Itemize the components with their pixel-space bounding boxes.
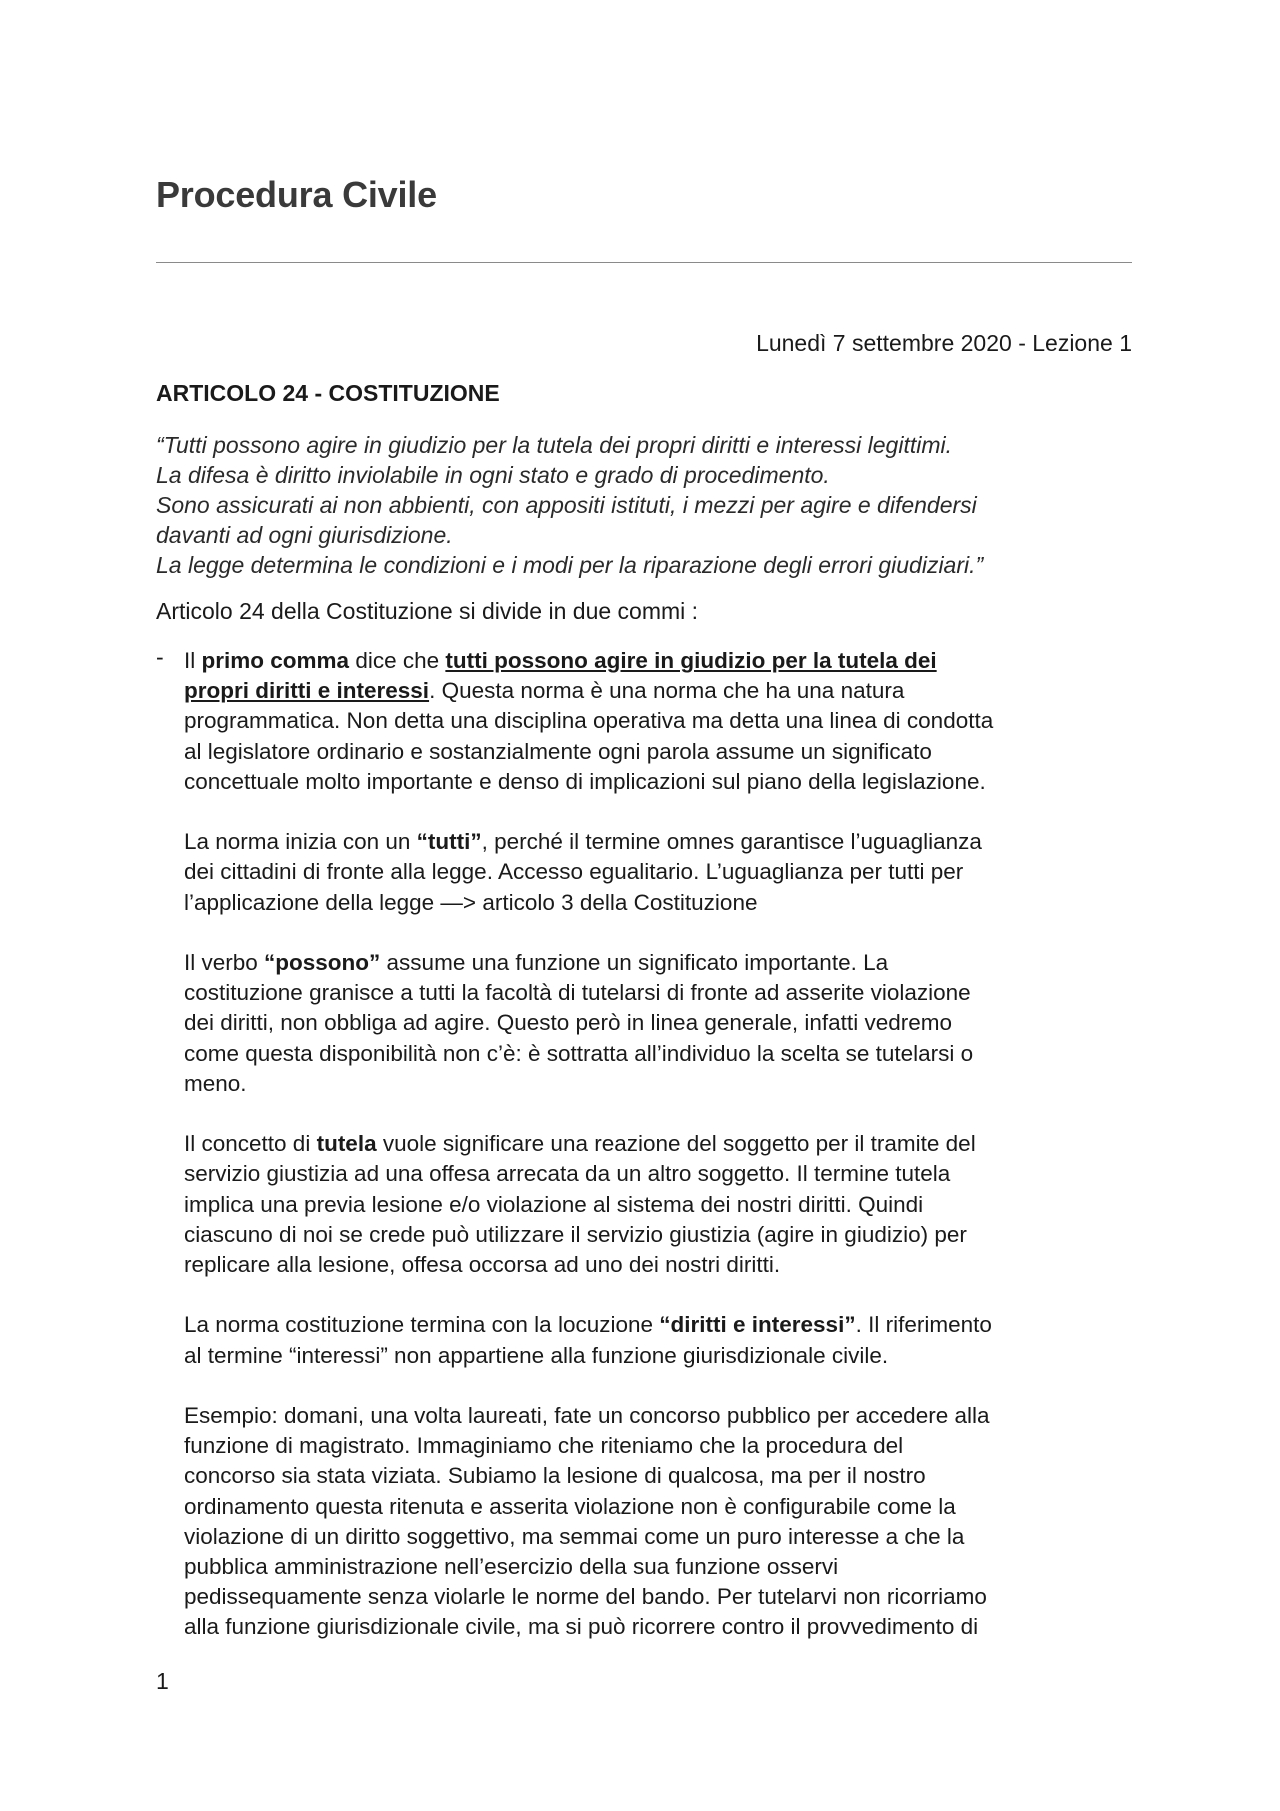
bold-term: tutela <box>316 1131 377 1157</box>
text-line: La norma inizia con un “tutti”, perché il termine omnes garantisce l’uguaglianza <box>184 829 982 855</box>
emphasis-underlined: propri diritti e interessi <box>184 678 430 704</box>
lecture-date: Lunedì 7 settembre 2020 - Lezione 1 <box>756 330 1132 356</box>
text-line: Esempio: domani, una volta laureati, fate un concorso pubblico per accedere alla <box>184 1403 990 1428</box>
text-line: costituzione granisce a tutti la facoltà di tutelarsi di fronte ad asserite violazione <box>184 980 971 1006</box>
paragraph-possono <box>184 948 1144 1099</box>
paragraph-esempio <box>184 1401 1144 1643</box>
text-line: concorso sia stata viziata. Subiamo la lesione di qualcosa, ma per il nostro <box>184 1463 926 1489</box>
paragraph-primo-comma <box>184 646 1144 797</box>
text-line: alla funzione giurisdizionale civile, ma si può ricorrere contro il provvedimento di <box>184 1614 979 1640</box>
document-title: Procedura Civile <box>156 174 437 215</box>
bold-term: primo comma <box>201 648 350 673</box>
quote-line: La difesa è diritto inviolabile in ogni stato e grado di procedimento. <box>156 462 830 488</box>
text-line: come questa disponibilità non c’è: è sottratta all’individuo la scelta se tutelarsi o <box>184 1040 974 1066</box>
text-line: l’applicazione della legge —> articolo 3 della Costituzione <box>184 889 758 915</box>
text-line: ciascuno di noi se crede può utilizzare il servizio giustizia (agire in giudizio) per <box>184 1221 967 1247</box>
text-line: Il verbo “possono” assume una funzione un significato importante. La <box>184 950 889 975</box>
paragraph-tutela <box>184 1129 1144 1280</box>
text-line: concettuale molto importante e denso di implicazioni sul piano della legislazione. <box>184 768 986 794</box>
text-line: funzione di magistrato. Immaginiamo che riteniamo che la procedura del <box>184 1433 904 1459</box>
text-line: dei cittadini di fronte alla legge. Accesso egualitario. L’uguaglianza per tutti per <box>184 859 964 885</box>
text-line: pedissequamente senza violarle le norme del bando. Per tutelarvi non ricorriamo <box>184 1584 987 1610</box>
article-quote <box>156 430 1136 580</box>
bold-term: “tutti” <box>416 829 482 855</box>
text-line: al termine “interessi” non appartiene alla funzione giurisdizionale civile. <box>184 1342 889 1368</box>
title-divider <box>156 262 1132 263</box>
text-line: pubblica amministrazione nell’esercizio della sua funzione osservi <box>184 1554 839 1580</box>
quote-line: “Tutti possono agire in giudizio per la tutela dei propri diritti e interessi legittimi. <box>156 432 953 458</box>
text-line: Il primo comma dice che tutti possono agire in giudizio per la tutela dei <box>184 648 937 673</box>
section-heading: ARTICOLO 24 - COSTITUZIONE <box>156 380 500 406</box>
text-line: violazione di un diritto soggettivo, ma semmai come un puro interesse a che la <box>184 1523 965 1549</box>
bullet-marker: - <box>156 644 164 670</box>
text-line: programmatica. Non detta una disciplina operativa ma detta una linea di condotta <box>184 708 994 734</box>
bullet-body <box>184 646 1144 1673</box>
text-line: Il concetto di tutela vuole significare una reazione del soggetto per il tramite del <box>184 1131 976 1157</box>
quote-line: davanti ad ogni giurisdizione. <box>156 522 453 548</box>
text-line: servizio giustizia ad una offesa arrecata da un altro soggetto. Il termine tutela <box>184 1161 951 1187</box>
bold-term: “possono” <box>264 950 381 975</box>
text-line: La norma costituzione termina con la locuzione “diritti e interessi”. Il riferimento <box>184 1312 992 1338</box>
quote-line: Sono assicurati ai non abbienti, con appositi istituti, i mezzi per agire e difendersi <box>156 492 977 518</box>
text-line: al legislatore ordinario e sostanzialmente ogni parola assume un significato <box>184 738 932 764</box>
paragraph-diritti-interessi <box>184 1310 1144 1370</box>
text-line: replicare alla lesione, offesa occorsa ad uno dei nostri diritti. <box>184 1252 781 1278</box>
text-line: ordinamento questa ritenuta e asserita violazione non è configurabile come la <box>184 1493 956 1519</box>
quote-line: La legge determina le condizioni e i modi per la riparazione degli errori giudiziari.” <box>156 552 984 578</box>
text-line: dei diritti, non obbliga ad agire. Questo però in linea generale, infatti vedremo <box>184 1010 952 1036</box>
emphasis-underlined: tutti possono agire in giudizio per la tutela dei <box>445 648 937 673</box>
page-number: 1 <box>156 1668 169 1694</box>
paragraph-tutti <box>184 827 1144 918</box>
text-line: meno. <box>184 1070 247 1096</box>
bold-term: “diritti e interessi” <box>659 1312 856 1338</box>
intro-text: Articolo 24 della Costituzione si divide in due commi : <box>156 598 699 624</box>
text-line: propri diritti e interessi. Questa norma è una norma che ha una natura <box>184 678 905 704</box>
text-line: implica una previa lesione e/o violazione al sistema dei nostri diritti. Quindi <box>184 1191 924 1217</box>
